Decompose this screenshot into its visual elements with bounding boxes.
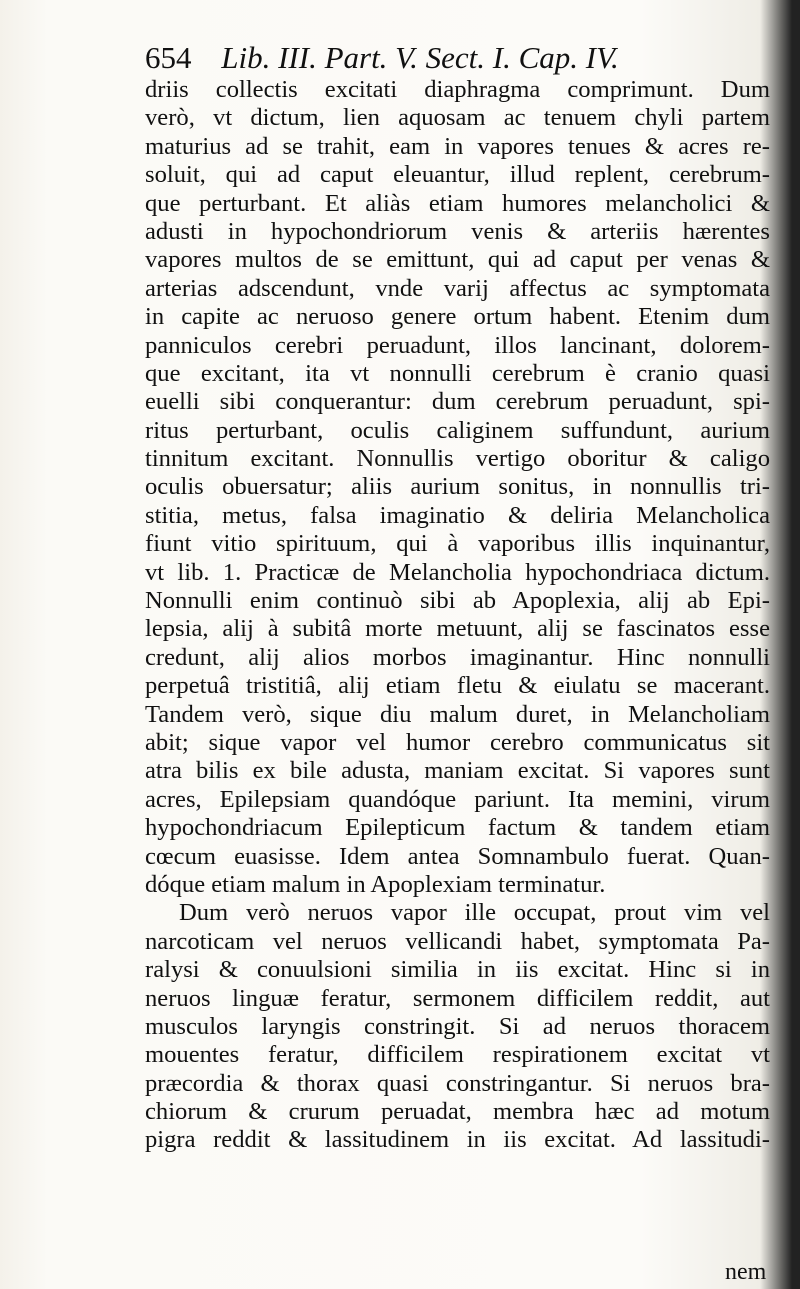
page-number: 654 <box>145 40 192 75</box>
text-line: credunt, alij alios morbos imaginantur. Hinc nonnulli <box>145 643 770 671</box>
text-line: stitia, metus, falsa imaginatio & deliria Melancholica <box>145 501 770 529</box>
body-text <box>145 76 770 1155</box>
text-line: Tandem verò, sique diu malum duret, in Melancholiam <box>145 700 770 728</box>
text-line: cœcum euasisse. Idem antea Somnambulo fuerat. Quan- <box>145 842 770 870</box>
text-line: adusti in hypochondriorum venis & arteriis hærentes <box>145 217 770 245</box>
text-line: panniculos cerebri peruadunt, illos lancinant, dolorem- <box>145 331 770 359</box>
text-line: pigra reddit & lassitudinem in iis excitat. Ad lassitudi- <box>145 1126 770 1154</box>
text-line: Nonnulli enim continuò sibi ab Apoplexia, alij ab Epi- <box>145 587 770 615</box>
running-header <box>145 38 725 78</box>
text-line: atra bilis ex bile adusta, maniam excitat. Si vapores sunt <box>145 757 770 785</box>
text-line: tinnitum excitant. Nonnullis vertigo oboritur & caligo <box>145 445 770 473</box>
text-line: musculos laryngis constringit. Si ad neruos thoracem <box>145 1012 770 1040</box>
catchword: nem <box>725 1259 767 1285</box>
text-line: abit; sique vapor vel humor cerebro communicatus sit <box>145 728 770 756</box>
running-title: Lib. III. Part. V. Sect. I. Cap. IV. <box>221 40 619 75</box>
text-line: perpetuâ tristitiâ, alij etiam fletu & eiulatu se macerant. <box>145 672 770 700</box>
text-line: driis collectis excitati diaphragma comprimunt. Dum <box>145 76 770 103</box>
text-line: fiunt vitio spirituum, qui à vaporibus illis inquinantur, <box>145 530 770 558</box>
text-line: narcoticam vel neruos vellicandi habet, symptomata Pa- <box>145 927 770 955</box>
text-line: hypochondriacum Epilepticum factum & tandem etiam <box>145 814 770 842</box>
text-line: ralysi & conuulsioni similia in iis excitat. Hinc si in <box>145 956 770 984</box>
text-line: arterias adscendunt, vnde varij affectus ac symptomata <box>145 274 770 302</box>
text-line: maturius ad se trahit, eam in vapores tenues & acres re- <box>145 132 770 160</box>
text-line: præcordia & thorax quasi constringantur. Si neruos bra- <box>145 1069 770 1097</box>
text-line: lepsia, alij à subitâ morte metuunt, alij se fascinatos esse <box>145 615 770 643</box>
text-line: que excitant, ita vt nonnulli cerebrum è cranio quasi <box>145 359 770 387</box>
text-line: verò, vt dictum, lien aquosam ac tenuem chyli partem <box>145 104 770 132</box>
text-line: ritus perturbant, oculis caliginem suffundunt, aurium <box>145 416 770 444</box>
text-line: que perturbant. Et aliàs etiam humores melancholici & <box>145 189 770 217</box>
text-line: vt lib. 1. Practicæ de Melancholia hypochondriaca dictum. <box>145 558 770 586</box>
text-line: soluit, qui ad caput eleuantur, illud replent, cerebrum- <box>145 161 770 189</box>
text-line: in capite ac neruoso genere ortum habent. Etenim dum <box>145 303 770 331</box>
text-line: euelli sibi conquerantur: dum cerebrum peruadunt, spi- <box>145 388 770 416</box>
paragraph-end-line: dóque etiam malum in Apoplexiam terminatur. <box>145 870 606 898</box>
text-line: oculis obuersatur; aliis aurium sonitus, in nonnullis tri- <box>145 473 770 501</box>
text-line: vapores multos de se emittunt, qui ad caput per venas & <box>145 246 770 274</box>
text-line: neruos linguæ feratur, sermonem difficilem reddit, aut <box>145 984 770 1012</box>
text-line: acres, Epilepsiam quandóque pariunt. Ita memini, virum <box>145 785 770 813</box>
text-line: mouentes feratur, difficilem respirationem excitat vt <box>145 1041 770 1069</box>
text-line: chiorum & crurum peruadat, membra hæc ad motum <box>145 1098 770 1126</box>
paragraph-start-line: Dum verò neruos vapor ille occupat, prout vim vel <box>179 899 770 927</box>
